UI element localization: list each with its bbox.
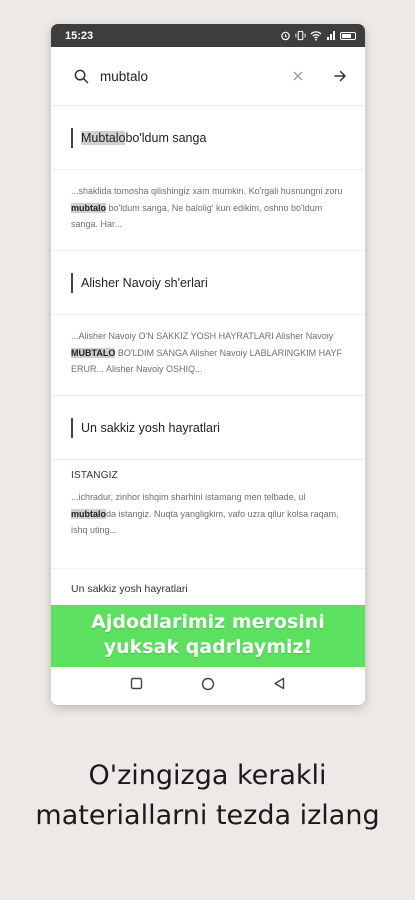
title-marker bbox=[71, 273, 73, 293]
clear-icon[interactable] bbox=[287, 65, 309, 87]
title-marker bbox=[71, 418, 73, 438]
title-text: Alisher Navoiy sh'erlari bbox=[81, 275, 208, 290]
search-icon bbox=[70, 65, 92, 87]
nav-bar bbox=[51, 667, 365, 705]
snippet-text: da istangiz. Nuqta yangligkim, vafo uzra qilur kolsa raqam, ishq uting... bbox=[71, 508, 339, 535]
snippet-text: bo'ldum sanga, Ne balolig' kun edikim, oshno bo'ldum sanga. Har... bbox=[71, 202, 323, 229]
title-marker bbox=[71, 128, 73, 148]
title-highlight: Mubtalo bbox=[81, 130, 126, 145]
status-icons bbox=[280, 30, 356, 41]
result-heading[interactable]: ISTANGIZ bbox=[71, 470, 118, 481]
signal-icon bbox=[326, 30, 336, 41]
result-title[interactable] bbox=[51, 106, 365, 170]
search-input[interactable] bbox=[100, 69, 287, 84]
result-title[interactable] bbox=[51, 251, 365, 315]
caption-line: O'zingizga kerakli bbox=[88, 760, 327, 791]
search-bar bbox=[51, 47, 365, 106]
result-snippet[interactable] bbox=[51, 481, 365, 569]
banner-line: Ajdodlarimiz merosini bbox=[91, 611, 325, 633]
snippet-text: BO'LDIM SANGA Alisher Navoiy LABLARINGKIM HAYF ERUR... Alisher Navoiy OSHIQ... bbox=[71, 347, 342, 374]
caption-line: materiallarni tezda izlang bbox=[35, 800, 380, 831]
home-icon[interactable] bbox=[201, 677, 215, 696]
arrow-right-icon[interactable] bbox=[329, 65, 351, 87]
snippet-highlight: MUBTALO bbox=[71, 347, 116, 358]
phone-frame bbox=[51, 24, 365, 705]
alarm-icon bbox=[280, 30, 291, 41]
wifi-icon bbox=[310, 30, 322, 41]
snippet-text: ...ichradur, zinhor ishqim sharhini istamang men telbade, ul bbox=[71, 492, 306, 502]
snippet-highlight: mubtalo bbox=[71, 202, 106, 213]
result-snippet[interactable] bbox=[51, 315, 365, 396]
status-time: 15:23 bbox=[65, 29, 94, 42]
result-snippet[interactable] bbox=[51, 170, 365, 251]
title-text: bo'ldum sanga bbox=[125, 130, 207, 145]
search-results bbox=[51, 106, 365, 609]
snippet-highlight: mubtalo bbox=[71, 508, 106, 519]
back-icon[interactable] bbox=[273, 677, 286, 695]
snippet-text: ...Alisher Navoiy O'N SAKKIZ YOSH HAYRATLARI Alisher Navoiy bbox=[71, 331, 334, 341]
promo-banner bbox=[51, 605, 365, 667]
recents-icon[interactable] bbox=[130, 677, 143, 695]
promo-caption bbox=[0, 756, 415, 836]
result-title[interactable]: Un sakkiz yosh hayratlari bbox=[71, 583, 188, 595]
status-bar bbox=[51, 24, 365, 47]
title-text: Un sakkiz yosh hayratlari bbox=[81, 420, 220, 435]
banner-line: yuksak qadrlaymiz! bbox=[103, 636, 313, 658]
battery-icon bbox=[340, 32, 356, 40]
result-title[interactable] bbox=[51, 396, 365, 460]
snippet-text: ...shaklida tomosha qilishingiz xam mumkin. Ko'rgali husnungni zoru bbox=[71, 186, 343, 196]
vibrate-icon bbox=[295, 30, 306, 41]
